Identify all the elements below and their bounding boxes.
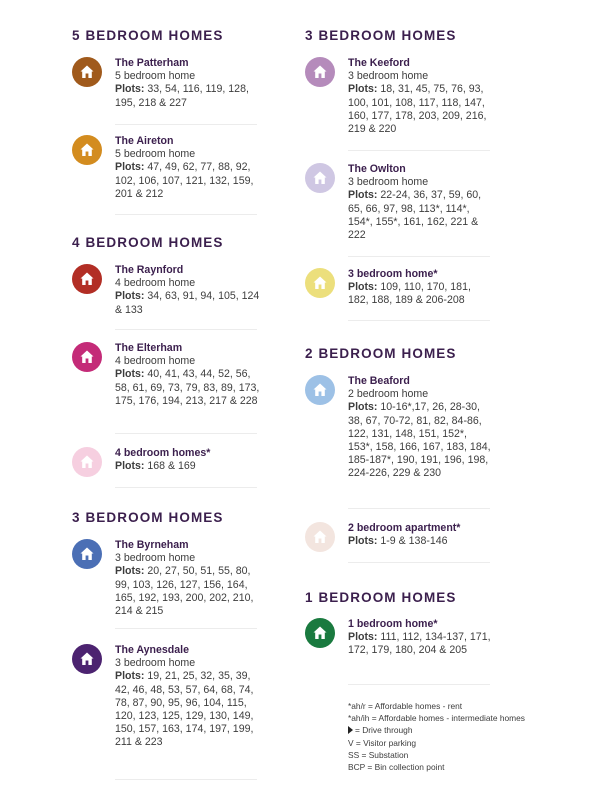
home-name: 1 bedroom home* — [348, 618, 438, 630]
legend-drive-through — [348, 724, 525, 736]
home-type: 5 bedroom home — [115, 148, 196, 161]
plots-list: 18, 31, 45, 75, 76, 93, 100, 101, 108, 117, 118, 147, 160, 177, 178, 203, 209, 216, 219 & 220 — [348, 83, 487, 136]
plots-list: 19, 21, 25, 32, 35, 39, 42, 46, 48, 53, 57, 64, 68, 74, 78, 87, 90, 95, 96, 104, 115, 120, 123, 125, 129, 130, 149, 150, 157, 163, 174, 197, 199, 211 & 223 — [115, 670, 254, 749]
home-name: The Beaford — [348, 375, 410, 387]
home-name: The Aynesdale — [115, 644, 189, 656]
plots-label: Plots: — [115, 368, 145, 381]
plots-label: Plots: — [348, 189, 378, 202]
house-icon — [305, 163, 335, 193]
section-title-3-bedroom-left: 3 BEDROOM HOMES — [72, 510, 224, 525]
plots-label: Plots: — [115, 290, 145, 303]
divider — [348, 684, 490, 685]
divider — [115, 124, 257, 125]
home-name: 4 bedroom homes* — [115, 447, 211, 459]
home-name: The Byrneham — [115, 539, 189, 551]
divider — [348, 562, 490, 563]
house-icon — [72, 57, 102, 87]
home-name: The Keeford — [348, 57, 410, 69]
divider — [115, 214, 257, 215]
plots-list: 10-16*,17, 26, 28-30, 38, 67, 70-72, 81, 82, 84-86, 122, 131, 148, 151, 152*, 153*, 158, 166, 167, 183, 184, 185-187*, 190, 191, 196, 198, 224-226, 229 & 230 — [348, 401, 491, 480]
section-title-1-bedroom: 1 BEDROOM HOMES — [305, 590, 457, 605]
plots-list: 109, 110, 170, 181, 182, 188, 189 & 206-208 — [348, 281, 471, 307]
home-type: 4 bedroom home — [115, 355, 196, 368]
plots-label: Plots: — [348, 281, 378, 294]
house-icon — [305, 375, 335, 405]
home-name: The Patterham — [115, 57, 189, 69]
plots-list: 33, 54, 116, 119, 128, 195, 218 & 227 — [115, 83, 249, 109]
home-type: 3 bedroom home — [348, 176, 429, 189]
legend-ahih: *ah/ih = Affordable homes - intermediate homes — [348, 713, 525, 724]
house-icon — [305, 522, 335, 552]
section-title-3-bedroom-right: 3 BEDROOM HOMES — [305, 28, 457, 43]
home-name: The Raynford — [115, 264, 184, 276]
home-type: 3 bedroom home — [348, 70, 429, 83]
legend-visitor: V = Visitor parking — [348, 737, 417, 748]
home-type: 3 bedroom home — [115, 657, 196, 670]
home-name: The Owlton — [348, 163, 406, 175]
home-type: 2 bedroom home — [348, 388, 429, 401]
plots-label: Plots: — [348, 401, 378, 414]
divider — [348, 150, 490, 151]
divider — [115, 329, 257, 330]
divider — [115, 628, 257, 629]
home-name: 3 bedroom home* — [348, 268, 438, 280]
home-type: 3 bedroom home — [115, 552, 196, 565]
plots-label: Plots: — [348, 83, 378, 96]
home-type: 5 bedroom home — [115, 70, 196, 83]
plots-list: 168 & 169 — [147, 460, 196, 473]
legend-ahr: *ah/r = Affordable homes - rent — [348, 701, 463, 711]
plots-list: 20, 27, 50, 51, 55, 80, 99, 103, 126, 127, 156, 164, 165, 192, 193, 200, 202, 210, 214 & 215 — [115, 565, 254, 618]
plots-label: Plots: — [115, 565, 145, 578]
section-title-2-bedroom: 2 BEDROOM HOMES — [305, 346, 457, 361]
house-icon — [72, 135, 102, 165]
legend-bin: BCP = Bin collection point — [348, 762, 445, 773]
plots-list: 34, 63, 91, 94, 105, 124 & 133 — [115, 290, 260, 316]
divider — [348, 256, 490, 257]
plots-list: 47, 49, 62, 77, 88, 92, 102, 106, 107, 121, 132, 159, 201 & 212 — [115, 161, 254, 200]
divider — [115, 779, 257, 780]
home-type: 4 bedroom home — [115, 277, 196, 290]
divider — [115, 487, 257, 488]
house-icon — [72, 342, 102, 372]
home-name: 2 bedroom apartment* — [348, 522, 461, 534]
plots-label: Plots: — [348, 631, 378, 644]
divider — [348, 508, 490, 509]
divider — [115, 433, 257, 434]
house-icon — [72, 644, 102, 674]
house-icon — [72, 539, 102, 569]
section-title-5-bedroom: 5 BEDROOM HOMES — [72, 28, 224, 43]
house-icon — [305, 618, 335, 648]
plots-list: 1-9 & 138-146 — [380, 535, 448, 548]
home-name: The Aireton — [115, 135, 174, 147]
home-name: The Elterham — [115, 342, 183, 354]
house-icon — [72, 264, 102, 294]
legend — [348, 700, 525, 773]
drive-through-arrow-icon — [348, 726, 353, 734]
divider — [348, 320, 490, 321]
house-icon — [305, 268, 335, 298]
plots-list: 22-24, 36, 37, 59, 60, 65, 66, 97, 98, 113*, 114*, 154*, 155*, 161, 162, 221 & 222 — [348, 189, 482, 242]
legend-drive-label: = Drive through — [355, 725, 413, 736]
plots-label: Plots: — [115, 161, 145, 174]
plots-label: Plots: — [115, 670, 145, 683]
legend-substation: SS = Substation — [348, 749, 409, 760]
section-title-4-bedroom: 4 BEDROOM HOMES — [72, 235, 224, 250]
house-icon — [305, 57, 335, 87]
plots-label: Plots: — [115, 83, 145, 96]
plots-label: Plots: — [348, 535, 378, 548]
plots-list: 40, 41, 43, 44, 52, 56, 58, 61, 69, 73, 79, 83, 89, 173, 175, 176, 194, 213, 217 & 228 — [115, 368, 260, 407]
house-icon — [72, 447, 102, 477]
plots-label: Plots: — [115, 460, 145, 473]
plots-list: 111, 112, 134-137, 171, 172, 179, 180, 204 & 205 — [348, 631, 491, 657]
